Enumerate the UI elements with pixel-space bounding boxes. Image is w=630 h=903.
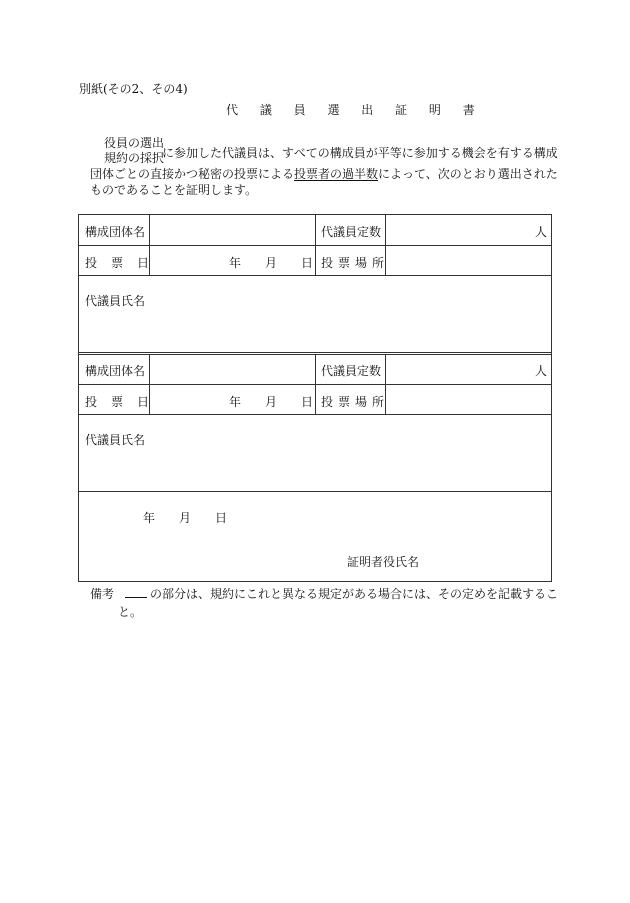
- block1-vote-place-field[interactable]: [387, 247, 549, 273]
- block1-date-month: 月: [265, 256, 278, 270]
- block1-count-field[interactable]: [387, 217, 535, 243]
- intro-stacked-choice: [104, 136, 164, 166]
- block2-date-month: 月: [265, 395, 278, 409]
- block1-group-label: 構成団体名: [85, 225, 146, 239]
- annex-label: 別紙(その2、その4): [79, 82, 188, 96]
- intro-line-2b: によって、次のとおり選出された: [378, 167, 558, 181]
- cert-date-month: 月: [179, 511, 192, 525]
- block2-date-year: 年: [229, 395, 242, 409]
- block1-date-year: 年: [229, 256, 242, 270]
- block1-vote-place-label: 投票場所: [321, 256, 390, 270]
- note-label: 備考: [90, 587, 115, 601]
- block2-count-label: 代議員定数: [321, 364, 382, 378]
- block2-vote-place-field[interactable]: [387, 386, 549, 412]
- block2-vote-place-label: 投票場所: [321, 395, 390, 409]
- intro-underlined-term: 投票者の過半数: [294, 167, 379, 181]
- note-blank-underline: [125, 585, 147, 598]
- cert-date-year: 年: [143, 511, 156, 525]
- block2-date-day: 日: [301, 395, 314, 409]
- block2-vote-day-label: 投票日: [85, 395, 164, 409]
- intro-line-2a: 団体ごとの直接かつ秘密の投票による: [90, 167, 295, 181]
- block1-group-name-field[interactable]: [151, 217, 313, 243]
- cert-date-day: 日: [215, 511, 228, 525]
- block1-names-field[interactable]: [81, 309, 547, 349]
- certificate-table: [78, 214, 552, 582]
- note-line-2: と。: [118, 605, 143, 619]
- intro-stack-bottom: 規約の採択: [104, 151, 165, 165]
- block2-group-name-field[interactable]: [151, 356, 313, 382]
- note-line-1: の部分は、規約にこれと異なる規定がある場合には、その定めを記載するこ: [150, 587, 559, 601]
- block1-count-unit: 人: [535, 225, 548, 239]
- intro-line-1: に参加した代議員は、すべての構成員が平等に参加する機会を有する構成: [162, 146, 558, 160]
- block2-count-unit: 人: [535, 364, 548, 378]
- block2-count-field[interactable]: [387, 356, 535, 382]
- certifier-name-field[interactable]: [425, 547, 545, 569]
- document-title: 代 議 員 選 出 証 明 書: [226, 103, 484, 117]
- certifier-label: 証明者役氏名: [347, 555, 420, 569]
- intro-stack-top: 役員の選出: [104, 136, 165, 150]
- block2-names-label: 代議員氏名: [85, 433, 146, 447]
- intro-line-2: [90, 165, 558, 182]
- block1-date-day: 日: [301, 256, 314, 270]
- block1-vote-day-label: 投票日: [85, 256, 164, 270]
- block1-count-label: 代議員定数: [321, 225, 382, 239]
- block1-names-label: 代議員氏名: [85, 294, 146, 308]
- block2-group-label: 構成団体名: [85, 364, 146, 378]
- block2-names-field[interactable]: [81, 448, 547, 488]
- intro-line-3: ものであることを証明します。: [90, 183, 258, 197]
